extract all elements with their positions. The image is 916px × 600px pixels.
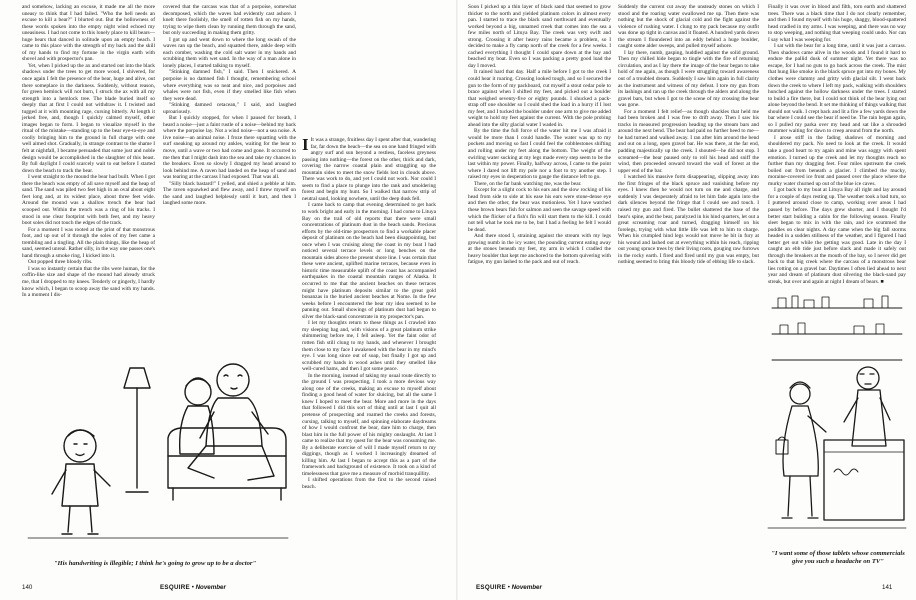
- paragraph: I let my thoughts return to these things as I crawled into my sleeping bag and, with visions of a great platinum strike shimmering before me, I fell asleep. Yet the faint odor of rotten fish still clung to my hands, and whenever I brought them close to my face I awakened with the bear in my mind's eye. I was long since out of soap, but finally I got up and scrubbed my hands in wood ashes until they smelled like well-cured hams, and then I got some peace.: [302, 320, 436, 373]
- paragraph-text: It was a strange, fruitless day I spent after that, wandering far, far down the beach—the sea on one hand fringed with angry surf and sun beyond a restless, faceless greyness passing into nothing—the forest on the other, thick and dark, covering the narrow coastal plain and straggling up the mountain sides to meet the snow fields lost in clouds above. There was work to do, and yet I could not work. Nor could I seem to find a place to plunge into the rank and smoldering forest and begin my hunt. So I walked that narrow strip of neutral sand, looking nowhere, until the deep dusk fell.: [302, 137, 436, 202]
- magazine-name: ESQUIRE: [160, 584, 190, 591]
- running-head: ESQUIRE • November: [160, 584, 226, 591]
- paragraph: For a moment I was rooted at the print of that monstrous foot, and up out of it through the soles of my feet came a trembling and a tingling. All the plain things, like the heap of sand, seemed unreal. Rather silly, in the way one passes one's hand through a smoke ring, I kicked into it.: [22, 226, 155, 259]
- left-column-2: [163, 4, 296, 207]
- paragraph: "Stinking damned fish," I said. Then I snickered. A porpoise is no damned fish I thought, remembering school where everything was so neat and nice, and porpoises and whales were not fish, even if they smelled like fish when they were dead.: [163, 69, 296, 102]
- paragraph: I was so instantly certain that the ribs were human, for the coffin-like size and shape of the mound had already struck me, that I dropped to my knees. Tenderly or gingerly, I hardly know which, I began to scoop away the sand with my hands. In a moment I dis-: [22, 265, 156, 299]
- cartoon-drawing: [18, 328, 298, 556]
- cartoon-drawing: [764, 290, 910, 548]
- paragraph: I lay there, numb, gasping, huddled against the solid ground. Then my chilled hide began to tingle with the fire of returning circulation, and as I lay there the image of the bear began to take hold of me again, as though I were struggling toward awareness out of a troubled dream. Suddenly I saw him again in full clarity as the instrument and witness of my defeat. I tore my gun from its lashings and ran up the creek through the alders and along the gravel bars, but when I got to the scene of my crossing the bear was gone.: [618, 49, 759, 109]
- paragraph: "Stinking damned cetacean," I said, and laughed uproariously.: [163, 102, 296, 115]
- paragraph: Soon I picked up a thin layer of black sand that seemed to grow thicker to the north and yielded platinum colors in almost every pan. I started to trace the black sand northward and eventually worked beyond a big, unnamed creek that comes into the sea a few miles north of Lituya Bay. The creek was very swift and strong. Crossing it after heavy rains became a problem, so I decided to make a fly camp north of the creek for a few weeks. I cached everything I thought I could spare down at the bay and beached my boat. Even so I was packing a pretty good load the day I moved.: [468, 4, 611, 69]
- right-column-3: [768, 4, 906, 285]
- paragraph: Yet, when I picked up the ax and started out into the black shadows under the trees to get more wood, I shivered, for once again I felt the presence of the bear, huge and alive, out there someplace in the darkness. Suddenly, without reason, for green hemlock will not burn, I struck the ax with all my strength into a hemlock tree. The blade buried itself so deeply that at first I could not withdraw it. I twisted and tugged at it with mounting rage, cursing bitterly. At length it jerked free, and, though I quickly calmed myself, other images began to form. I began to visualize myself in the ritual of the mistake—standing up to the bear eye-to-eye and coolly bringing him to the ground in full charge with one well aimed shot. Gradually, in strange contrast to the shame I felt at nightfall, I became persuaded that some just and noble design would be accomplished in the slaughter of this beast. By full daylight I could scarcely wait to eat before I started down the beach to track the bear.: [22, 62, 155, 174]
- paragraph: In the morning, instead of taking my usual route directly to the ground I was prospecting, I took a more devious way along one of the creeks, making an excuse to myself about finding a good head of water for sluicing, but all the same I knew I hoped to meet the bear. More and more in the days that followed I did this sort of thing until at last I quit all pretense of prospecting and roamed the creeks and forests, cursing, talking to myself, and spinning elaborate daydreams of how I would confront the bear, dare him to charge, then blast him in the full power of his mighty onslaught. At last I came to realize that my quest for the bear was consuming me. By a deliberate exercise of will I made myself return to my diggings, though as I worked I increasingly dreamed of killing him. At last I began to accept this as a part of the framework and background of existence. It took on a kind of timelessness that gave me a measure of morbid tranquillity.: [302, 372, 436, 477]
- magazine-name: ESQUIRE: [476, 584, 506, 591]
- cartoon-caption: "His handwriting is illegible; I think he's going to grow up to be a doctor": [53, 560, 257, 567]
- right-column-2: [618, 4, 759, 580]
- paragraph: I arose stiff in the fading shadows of morning and shouldered my pack. No need to look at the creek. It would take a good heart to try again and mine was soggy with spent emotion. I turned up the creek and let my thoughts reach no further than my dragging feet. Four miles upstream the creek boiled out from beneath a glacier. I climbed the mucky, moraine-covered ice front and passed over the place where the murky water churned up out of the blue ice caves.: [768, 134, 906, 187]
- paragraph: covered that the carcass was that of a porpoise, somewhat decomposed, which the waves had evidently cast ashore. I knelt there foolishly, the smell of rotten fish on my hands, trying to wipe them clean by running them through the sand, but only succeeding in making them gritty.: [163, 4, 296, 37]
- paragraph: I watched his massive form disappearing, slipping away into the first fringes of the black spruce and vanishing before my eyes. I knew then he would not turn on me and charge, and suddenly I was desperately afraid to let him fade again into the dark silences beyond the fringe that I could see and touch. I raised my gun and fired. The bullet shattered the base of the bear's spine, and the bear, paralyzed in his hind quarters, let out a great screaming roar and turned, dragging himself on his forelegs, trying with what little life was left to him to charge. When his crumpled hind legs would not move he bit in fury at his wound and lashed out at everything within his reach, ripping out young spruce trees by their living roots, gouging raw furrows in the rocky earth. I fired and fired until my gun was empty, but nothing seemed to bring this bloody tide of ebbing life to slack.: [618, 174, 759, 266]
- paragraph: There, on the far bank watching me, was the bear.: [474, 180, 582, 187]
- paragraph: By the time the full force of the water hit me I was afraid it would be more than I could handle. The water was up to my pockets and moving so fast I could feel the cobblestones shifting and rolling under my feet along the bottom. The weight of the swirling water sucking at my legs made every step seem to be the last within my power. Finally, halfway across, I came to the point where I dared not lift my pole nor a foot to try another step. I raised my eyes in desperation to gauge the distance left to go.: [468, 128, 611, 181]
- paragraph: I came back to camp that evening determined to get back to work bright and early in the morning. I had come to Lituya Bay on the trail of old reports that there were small concentrations of platinum dust in the beach sands. Precious efforts by the old-time prospectors to find a workable placer deposit of platinum on the beach had been disappointing, but once when I was cruising along the coast in my boat I had noticed several terrace levels or long benches on the mountain sides above the present shore line. I was certain that these were ancient, uplifted marine terraces, because even in historic time measurable uplift of the coast has accompanied earthquakes in the coastal mountain ranges of Alaska. It occurred to me that the ancient beaches on these terraces might have platinum deposits similar to the great gold bonanzas in the buried ancient beaches at Nome. In the few weeks before I encountered the bear my idea seemed to be panning out. Small showings of platinum dust had begun to silver the black-sand concentrate in my prospector's pan.: [302, 202, 436, 320]
- right-column-1: [468, 4, 611, 580]
- issue-month: November: [195, 584, 226, 591]
- paragraph: Suddenly the current cut away the unsteady stones on which I stood and the roaring water swallowed me up. Then there was nothing but the shock of glacial cold and the fight against the violence of rushing water. I clung to my pack because my outfit was done up tight in canvas and it floated. A hundred yards down the stream I floundered into an eddy behind a huge boulder, caught some alder sweeps, and pulled myself ashore.: [618, 4, 759, 50]
- paragraph: Except for a slight cock to his ears and the slow rocking of his head from side to side at his ease his ears were stone-dense eye and then the other, the bear was motionless. Yet I have watched these brown bears fish for salmon and seen the savage speed with which the flicker of a fish's fin will start them to the kill. I could not tell what he took me to be, but I had a feeling he felt I would be dead.: [468, 187, 611, 233]
- paragraph: Finally it was over in blood and filth, torn earth and shattered trees. There was a black time that I do not clearly remember, and then I found myself with his huge, shaggy, blood-spattered head cradled in my arms. I was weeping, and there was no way to stop weeping, and nothing that weeping could undo. Nor can I say what I was weeping for.: [768, 4, 906, 43]
- page-number: 141: [882, 584, 893, 591]
- paragraph: I sat with the bear for a long time, until it was just a carcass. Then shadows came alive in the woods and I found it hard to endure the pallid dusk of summer night. Yet there was no escape, for I had no guts to go back across the creek. The mist that hung like smoke in the black spruce got into my bones. My clothes were clammy and gritty with glacial silt. I went back down the creek to where I left my pack, walking with shoulders hunched against the hollow darkness under the trees. I started to build a fire there, but I could not think of the bear lying out alone beyond the bend. It set me thinking of things walking that should not walk. I crept back and lit a fire a few yards down the bar where I could see the bear if need be. The rain began again, so I pulled my parka over my head and sat like a shrouded mummer waiting for dawn to creep around from the north.: [768, 43, 906, 135]
- paragraph-drop-cap: [302, 137, 436, 202]
- left-column-3: [302, 137, 436, 577]
- end-mark: ■: [880, 278, 884, 285]
- paragraph: I went straight to the mound the bear had built. When I got there the beach was empty of all save myself and the heap of sand. The sand was piled two feet high in an oval about eight feet long and, at its widest place, about three feet wide. Around the mound was a shallow trench the bear had scooped out. Within the trench was a ring of his tracks. I stood in one clear footprint with both feet, and my heavy boot soles did not touch the edges of the track.: [22, 174, 155, 227]
- cartoon-caption: "I want some of those tablets whose commercials give you such a headache on TV": [771, 550, 905, 565]
- left-column-2b: [304, 4, 438, 136]
- right-page: [458, 0, 916, 600]
- paragraph: But I quickly stopped, for when I paused for breath, I heard a noise—just a faint rustle of a noise—behind my back where the porpoise lay. Not a wind noise—not a sea noise. A live noise—an animal noise. I froze there squatting with the surf sneaking up around my ankles, waiting for the bear to move, until a wave or two had come and gone. It occurred to me then that I might dash into the sea and take my chances in the breakers. Even so slowly I dragged my head around to look behind me. A raven had landed on the heap of sand and was tearing at the carcass I had exposed. That was all.: [163, 115, 296, 181]
- paragraph: I shifted operations from the first to the second raised beach.: [302, 477, 436, 490]
- paragraph: I got up and went down to where the long swash of the waves ran up the beach, and squatted there, ankle deep with each comber, washing the cold salt water in my hands and scrubbing them with wet sand. In the way of a man alone in lonely places, I started talking to myself.: [163, 36, 296, 69]
- paragraph: [768, 187, 906, 285]
- cartoon-pharmacy: [764, 290, 910, 548]
- paragraph: It rained hard that day. Half a mile before I got to the creek I could hear it roaring. Crossing looked tough, and so I secured the gun to the form of my packboard, cut myself a stout cedar pole to brace against when I shifted my feet, and picked out a boulder that weighed seventy-five or eighty pounds. I shucked a pack-strap off one shoulder so I could shed the load in a hurry if I lost my feet, and I tucked the boulder under one arm to give me added weight to hold my feet against the current. With the pole probing ahead into the silty glacial water I waded in.: [468, 69, 611, 128]
- paragraph: For a moment I felt relief—as though shackles that held me had been broken and I was free to drift away. Then I saw his tracks in measured progression heading up the stream bars and around the next bend. The bear had paid no further heed to me—he had turned and walked away. I ran after him around the bend and out on a long, open gravel bar. He was there, at the far end, padding majestically up the creek. I shouted—he did not stop. I screamed—the bear paused only to roll his head and sniff the wind, then proceeded onward toward the wall of forest at the upper end of the bar.: [618, 108, 759, 174]
- paragraph: And there stood I, straining against the stream with my legs growing numb in the icy water, the pounding current eating away at the stones beneath my feet, my arm in which I cradled the heavy boulder that kept me anchored to the bottom quivering with fatigue, my gun lashed to the pack and out of reach.: [468, 233, 611, 266]
- page-number: 140: [22, 584, 33, 591]
- cartoon-doctor: [18, 328, 298, 556]
- paragraph: Out popped three bloody ribs.: [28, 259, 93, 266]
- running-head: ESQUIRE • November: [476, 584, 542, 591]
- paragraph: and somehow, lacking an excuse, it made me all the more uneasy to think that I had failed. "Who the hell needs an excuse to kill a bear?" I blurted out. But the hollowness of these words spoken into the empty night wind echoed my uneasiness. I had not come to this lonely place to kill bears—huge bears that danced in solitude upon an empty beach. I came to this place with the strength of my back and the skill of my hands to find my fortune in the virgin earth with shovel and with prospector's pan.: [22, 4, 155, 63]
- paragraph-text: I got back to my boat at Lituya Bay all right and lay around for a couple of days resting up. The weather took a bad turn, so I puttered around close to camp, working over areas I had passed by before. The days grew shorter, and I thought I'd better start building a cabin for the following season. Finally sleet began to mix in with the rain, and ice scummed the puddles on clear nights. A day came when the big fall storms headed in a sudden stillness of the weather, and I figured I had better get out while the getting was good. Late in the day I caught an ebb tide just before slack and made it safely out through the breakers at the mouth of the bay, so I never did get back to that big creek where the carcass of a monstrous bear lies rotting on a gravel bar. Daytimes I often lied ahead to next year and dream of platinum dust silvering the black-sand pay streak, but over and again at night I dream of bears.: [768, 187, 906, 285]
- paragraph: "Silly black bastard!" I yelled, and shied a pebble at him. The raven squawked and flew away, and I threw myself on the sand and laughed helplessly until it hurt, and then I laughed some more.: [163, 180, 296, 207]
- drop-cap: I: [302, 135, 309, 154]
- issue-month: November: [511, 584, 542, 591]
